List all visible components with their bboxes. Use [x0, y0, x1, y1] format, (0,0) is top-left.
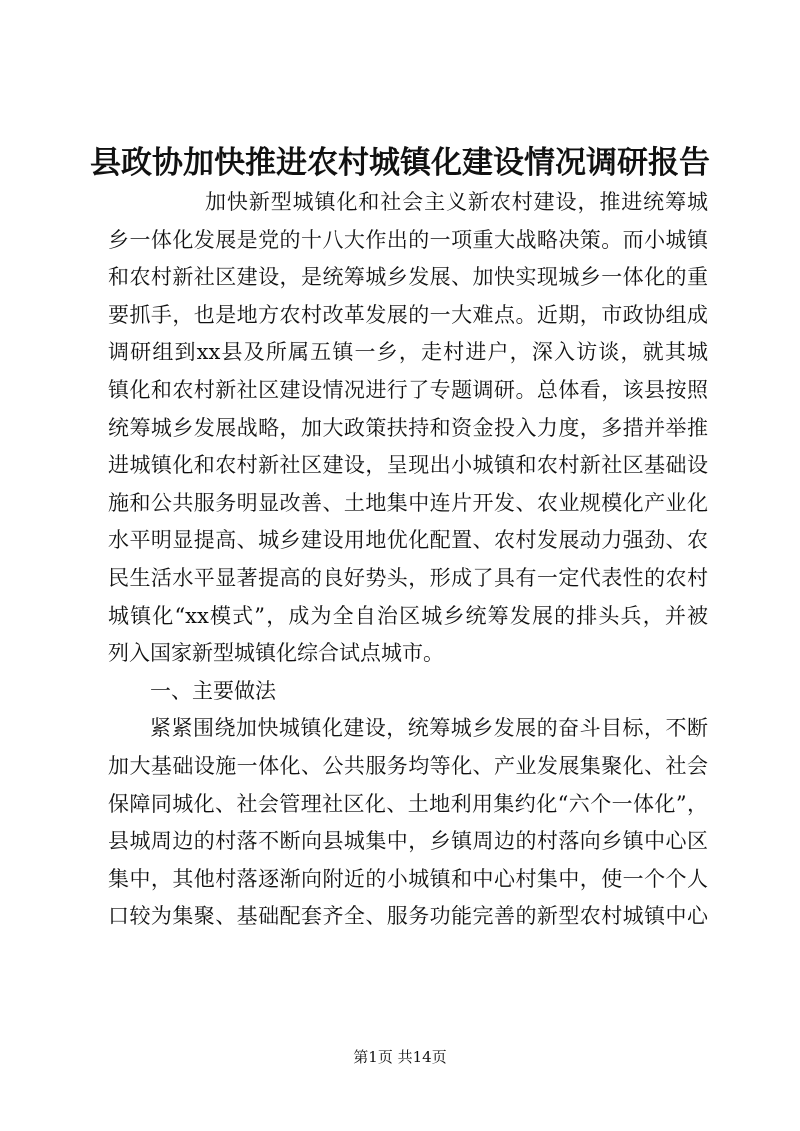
paragraph-line: 进城镇化和农村新社区建设，呈现出小城镇和农村新社区基础设 — [108, 453, 708, 478]
page-footer — [0, 1047, 800, 1067]
page-number: 第1页 共14页 — [353, 1048, 447, 1066]
paragraph-line: 和农村新社区建设，是统筹城乡发展、加快实现城乡一体化的重 — [108, 265, 708, 290]
paragraph-line: 口较为集聚、基础配套齐全、服务功能完善的新型农村城镇中心 — [108, 904, 708, 929]
paragraph-line: 水平明显提高、城乡建设用地优化配置、农村发展动力强劲、农 — [108, 528, 708, 553]
section-heading: 一、主要做法 — [150, 678, 276, 703]
paragraph-line: 列入国家新型城镇化综合试点城市。 — [108, 641, 444, 666]
paragraph-line: 保障同城化、社会管理社区化、土地利用集约化“六个一体化”， — [108, 791, 708, 816]
paragraph-line: 加快新型城镇化和社会主义新农村建设，推进统筹城 — [205, 190, 708, 214]
document-body — [108, 184, 708, 936]
paragraph-line: 调研组到xx县及所属五镇一乡，走村进户，深入访谈，就其城 — [108, 340, 708, 365]
paragraph-line: 县城周边的村落不断向县城集中，乡镇周边的村落向乡镇中心区 — [108, 829, 708, 854]
paragraph-line: 要抓手，也是地方农村改革发展的一大难点。近期，市政协组成 — [108, 302, 708, 327]
paragraph-line: 施和公共服务明显改善、土地集中连片开发、农业规模化产业化 — [108, 490, 708, 515]
paragraph-line: 集中，其他村落逐渐向附近的小城镇和中心村集中，使一个个人 — [108, 866, 708, 891]
paragraph-line: 城镇化“xx模式”，成为全自治区城乡统筹发展的排头兵，并被 — [108, 603, 708, 628]
paragraph-line: 民生活水平显著提高的良好势头，形成了具有一定代表性的农村 — [108, 565, 708, 590]
paragraph-line: 镇化和农村新社区建设情况进行了专题调研。总体看，该县按照 — [108, 377, 708, 402]
paragraph-line: 统筹城乡发展战略，加大政策扶持和资金投入力度，多措并举推 — [108, 415, 708, 440]
paragraph-line: 乡一体化发展是党的十八大作出的一项重大战略决策。而小城镇 — [108, 227, 708, 252]
document-title: 县政协加快推进农村城镇化建设情况调研报告 — [90, 145, 710, 181]
paragraph-line: 加大基础设施一体化、公共服务均等化、产业发展集聚化、社会 — [108, 753, 708, 778]
paragraph-line: 紧紧围绕加快城镇化建设，统筹城乡发展的奋斗目标，不断 — [150, 716, 708, 741]
